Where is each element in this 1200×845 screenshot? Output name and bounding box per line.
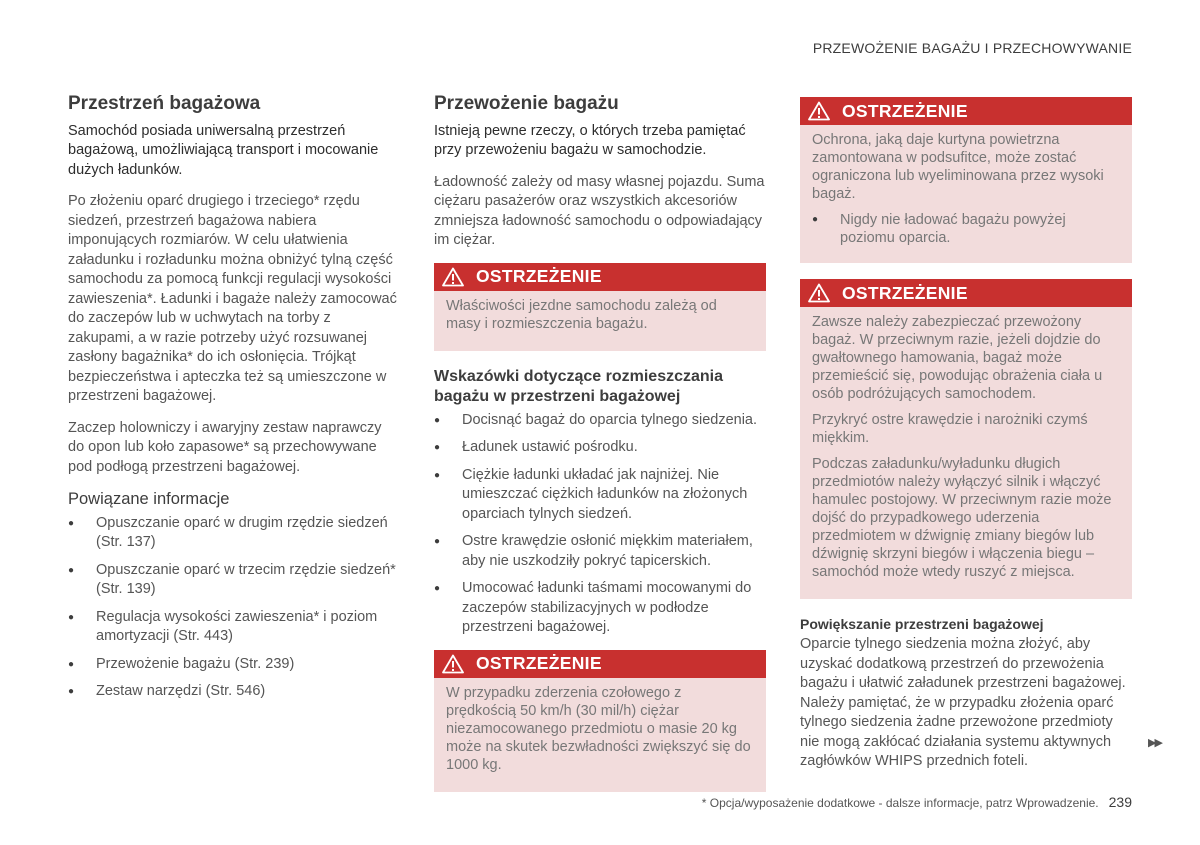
warning-label: OSTRZEŻENIE [476, 266, 602, 287]
warning-box [800, 97, 1132, 263]
list-item: ● Ostre krawędzie osłonić miękkim materiałem, aby nie uszkodziły pokryć tapicerskich. [434, 532, 766, 571]
list-item: ● Docisnąć bagaż do oparcia tylnego siedzenia. [434, 411, 766, 431]
double-arrow-right-icon: ▶▶ [1148, 737, 1161, 749]
warning-text: Podczas załadunku/wyładunku długich przedmiotów należy wyłączyć silnik i włączyć hamulec postojowy. W przeciwnym razie może dojść do przypadkowego uderzenia przedmiotem w dźwignię zmiany biegów lub dźwignię skrzyni biegów i włączenia biegu – samochód może wtedy ruszyć z miejsca. [812, 456, 1112, 580]
related-link[interactable]: ● Regulacja wysokości zawieszenia* i poziom amortyzacji (Str. 443) [68, 608, 400, 647]
warning-header [434, 650, 766, 678]
section-title: Przestrzeń bagażowa [68, 93, 261, 114]
warning-box [434, 263, 766, 351]
warning-box [800, 279, 1132, 599]
warning-header [800, 279, 1132, 307]
warning-header [434, 263, 766, 291]
warning-label: OSTRZEŻENIE [842, 282, 968, 303]
tips-subtitle: Wskazówki dotyczące rozmieszczania bagażu w przestrzeni bagażowej [434, 367, 723, 405]
lead-paragraph: Samochód posiada uniwersalną przestrzeń bagażową, umożliwiającą transport i mocowanie dużych ładunków. [68, 122, 379, 178]
warning-box [434, 650, 766, 792]
warning-triangle-icon [442, 267, 464, 287]
related-info-title: Powiązane informacje [68, 490, 230, 509]
body-paragraph: Ładowność zależy od masy własnej pojazdu. Suma ciężaru pasażerów oraz wszystkich akcesoriów zmniejsza ładowność samochodu o odpowiadający im ciężar. [434, 173, 765, 249]
related-link[interactable]: ● Opuszczanie oparć w trzecim rzędzie siedzeń* (Str. 139) [68, 561, 400, 600]
lead-paragraph: Istnieją pewne rzeczy, o których trzeba pamiętać przy przewożeniu bagażu w samochodzie. [434, 122, 746, 159]
related-link[interactable]: ● Przewożenie bagażu (Str. 239) [68, 655, 400, 675]
page-number: 239 [1108, 794, 1132, 810]
subsection-title: Powiększanie przestrzeni bagażowej [800, 616, 1044, 632]
related-info-list [68, 514, 400, 702]
list-item: ● Ładunek ustawić pośrodku. [434, 438, 766, 458]
warning-text: Zawsze należy zabezpieczać przewożony bagaż. W przeciwnym razie, jeżeli dojdzie do gwałtownego hamowania, bagaż może przemieścić się, powodując obrażenia ciała u osób podróżujących samochodem. [812, 314, 1103, 402]
warning-triangle-icon [442, 654, 464, 674]
footer [702, 794, 1132, 810]
related-link[interactable]: ● Zestaw narzędzi (Str. 546) [68, 682, 400, 702]
warning-triangle-icon [808, 101, 830, 121]
body-paragraph: Po złożeniu oparć drugiego i trzeciego* rzędu siedzeń, przestrzeń bagażowa nabiera imponujących rozmiarów. W celu ułatwienia załadunku i rozładunku można obniżyć tylną część samochodu za pomocą funkcji regulacji wysokości zawieszenia*. Ładunki i bagaże należy zamocować do zaczepów lub w uchwytach na torby z zakupami, a w razie potrzeby użyć rozsuwanej zasłony bagażnika* do ich osłonięcia. Trójkąt bezpieczeństwa i apteczka też są umieszczone w przestrzeni bagażowej. [68, 193, 397, 405]
list-item: ● Ciężkie ładunki układać jak najniżej. Nie umieszczać ciężkich ładunków na złożonych oparciach tylnych siedzeń. [434, 466, 766, 525]
warning-header [800, 97, 1132, 125]
section-title: Przewożenie bagażu [434, 93, 619, 114]
warning-label: OSTRZEŻENIE [476, 653, 602, 674]
warning-text: Właściwości jezdne samochodu zależą od masy i rozmieszczenia bagażu. [446, 297, 717, 332]
warning-list [812, 211, 1120, 247]
footnote: * Opcja/wyposażenie dodatkowe - dalsze informacje, patrz Wprowadzenie. [701, 796, 1099, 810]
list-item: ● Nigdy nie ładować bagażu powyżej poziomu oparcia. [812, 211, 1120, 247]
body-paragraph: Zaczep holowniczy i awaryjny zestaw naprawczy do opon lub koło zapasowe* są przechowywane pod podłogą przestrzeni bagażowej. [68, 419, 382, 475]
warning-text: Ochrona, jaką daje kurtyna powietrzna zamontowana w podsufitce, może zostać ograniczona lub wyeliminowana przez wysoki bagaż. [812, 132, 1104, 202]
body-paragraph: Oparcie tylnego siedzenia można złożyć, aby uzyskać dodatkową przestrzeń do przewożenia bagażu i ułatwić załadunek przestrzeni bagażowej. Należy pamiętać, że w przypadku złożenia oparć tylnego siedzenia żadne przewożone przedmioty nie mogą zakłócać działania systemu aktywnych zagłówków WHIPS przednich foteli. [800, 636, 1126, 770]
warning-text: Przykryć ostre krawędzie i narożniki czymś miękkim. [812, 412, 1088, 446]
warning-text: W przypadku zderzenia czołowego z prędkością 50 km/h (30 mil/h) ciężar niezamocowanego przedmiotu o masie 20 kg może na skutek bezwładności zwiększyć się do 1000 kg. [446, 684, 751, 773]
list-item: ● Umocować ładunki taśmami mocowanymi do zaczepów stabilizacyjnych w podłodze przestrzeni bagażowej. [434, 579, 766, 638]
warning-label: OSTRZEŻENIE [842, 100, 968, 121]
column-transporting-luggage [434, 92, 766, 808]
column-luggage-space [68, 92, 400, 714]
section-header: PRZEWOŻENIE BAGAŻU I PRZECHOWYWANIE [812, 40, 1132, 56]
warning-triangle-icon [808, 283, 830, 303]
tips-list [434, 411, 766, 638]
column-warnings [800, 97, 1132, 784]
related-link[interactable]: ● Opuszczanie oparć w drugim rzędzie siedzeń (Str. 137) [68, 514, 400, 553]
